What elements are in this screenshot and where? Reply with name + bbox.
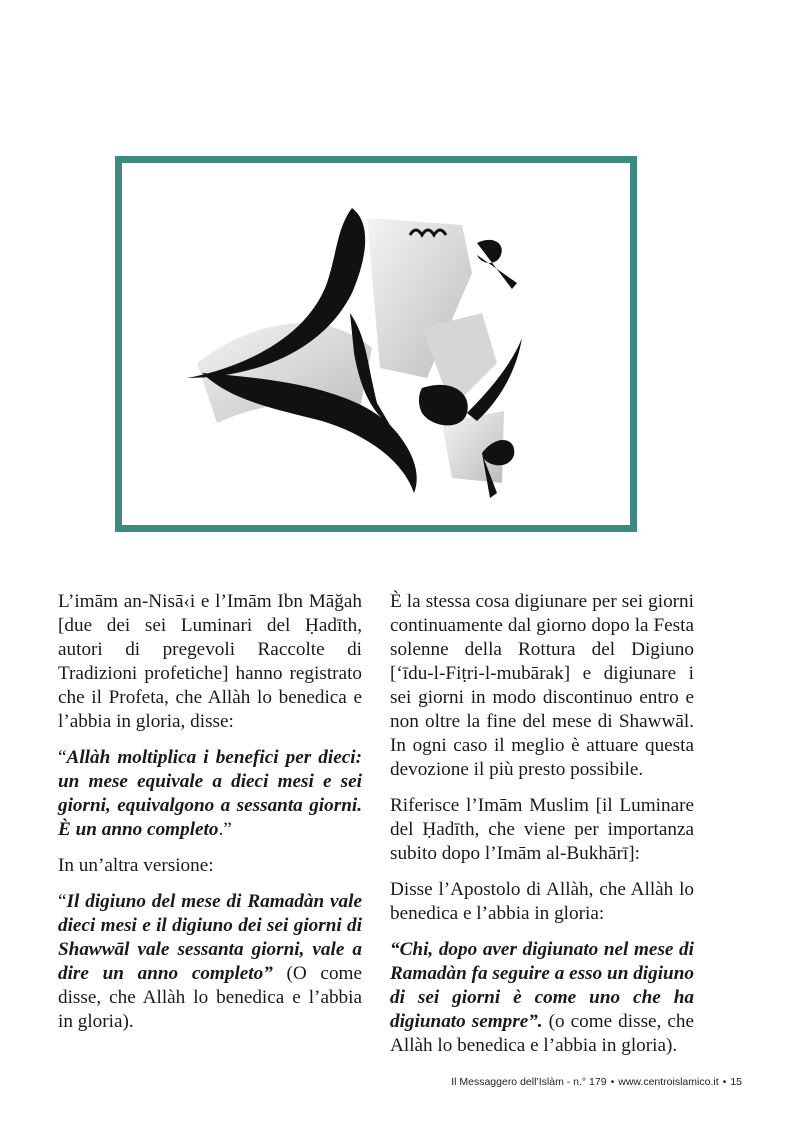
hadith-quote-paragraph — [58, 746, 362, 842]
publication-name: Il Messaggero dell’Islàm - n.° 179 — [451, 1076, 607, 1088]
quote-attribution: (o come disse, che Allàh lo benedica e l’abbia in gloria). — [390, 1011, 694, 1056]
quote-open: “ — [58, 891, 67, 912]
arabic-calligraphy-muhammad-icon — [122, 163, 630, 525]
quote-open: “ — [58, 747, 67, 768]
page-footer — [451, 1076, 742, 1088]
paragraph: In un’altra versione: — [58, 855, 214, 876]
paragraph: Riferisce l’Imām Muslim [il Luminare del Ḥadīth, che viene per importanza subito dopo l’Imām al-Bukhārī]: — [390, 795, 694, 864]
hadith-quote: Allàh moltiplica i benefici per dieci: un mese equivale a dieci mesi e sei giorni, equivalgono a sessanta giorni. È un anno completo — [58, 747, 362, 840]
text-column-left — [58, 590, 362, 1046]
hadith-quote-paragraph — [390, 938, 694, 1058]
paragraph: È la stessa cosa digiunare per sei giorni continuamente dal giorno dopo la Festa solenne della Rottura del Digiuno [ʻīdu-l-Fiṭri-l-mubārak] e digiunare i sei giorni in modo discontinuo entro e non oltre la fine del mese di Shawwāl. In ogni caso il meglio è attuare questa devozione il più presto possibile. — [390, 591, 694, 780]
hadith-quote: “Chi, dopo aver digiunato nel mese di Ramadàn fa seguire a esso un digiuno di sei giorni è come uno che ha digiunato sempre”. — [390, 939, 694, 1032]
hadith-quote-paragraph — [58, 890, 362, 1034]
separator: • — [722, 1076, 727, 1088]
hadith-quote: Il digiuno del mese di Ramadàn vale dieci mesi e il digiuno dei sei giorni di Shawwāl vale sessanta giorni, vale a dire un anno completo” — [58, 891, 362, 984]
calligraphy-figure — [115, 156, 637, 532]
text-column-right — [390, 590, 694, 1070]
paragraph: L’imām an-Nisā‹i e l’Imām Ibn Māğah [due dei sei Luminari del Ḥadīth, autori di pregevoli Raccolte di Tradizioni profetiche] hanno registrato che il Profeta, che Allàh lo benedica e l’abbia in gloria, disse: — [58, 591, 362, 732]
paragraph: Disse l’Apostolo di Allàh, che Allàh lo benedica e l’abbia in gloria: — [390, 879, 694, 924]
quote-attribution: (O come disse, che Allàh lo benedica e l’abbia in gloria). — [58, 963, 362, 1032]
separator: • — [610, 1076, 615, 1088]
website-link[interactable]: www.centroislamico.it — [618, 1076, 719, 1088]
page-number: 15 — [730, 1076, 742, 1088]
quote-close: .” — [218, 819, 232, 840]
